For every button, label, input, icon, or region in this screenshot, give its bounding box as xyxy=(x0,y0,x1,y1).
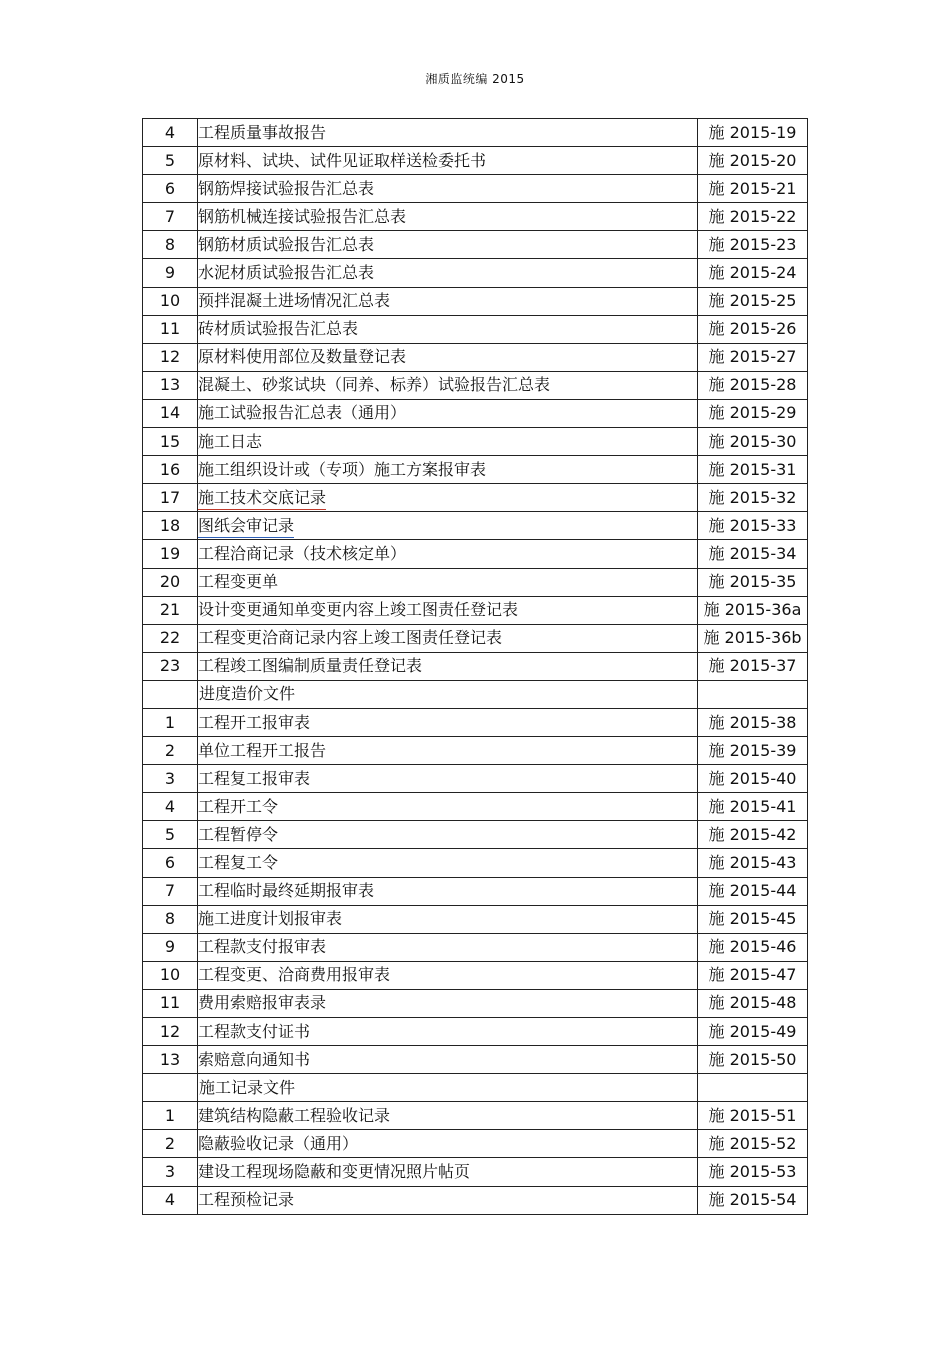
document-name: 索赔意向通知书 xyxy=(198,1046,698,1074)
document-name: 工程款支付证书 xyxy=(198,1018,698,1046)
document-name: 水泥材质试验报告汇总表 xyxy=(198,259,698,287)
row-number: 8 xyxy=(143,231,198,259)
document-name-text: 图纸会审记录 xyxy=(198,516,294,538)
row-number: 20 xyxy=(143,568,198,596)
form-code: 施 2015-23 xyxy=(698,231,808,259)
form-code: 施 2015-41 xyxy=(698,793,808,821)
document-name: 施工试验报告汇总表（通用） xyxy=(198,399,698,427)
table-row xyxy=(143,343,808,371)
form-code: 施 2015-22 xyxy=(698,203,808,231)
form-code: 施 2015-27 xyxy=(698,343,808,371)
form-code: 施 2015-24 xyxy=(698,259,808,287)
document-name: 钢筋焊接试验报告汇总表 xyxy=(198,175,698,203)
table-row xyxy=(143,624,808,652)
table-row xyxy=(143,652,808,680)
row-number: 9 xyxy=(143,933,198,961)
row-number: 12 xyxy=(143,343,198,371)
row-number: 4 xyxy=(143,119,198,147)
row-number xyxy=(143,1074,198,1102)
row-number: 9 xyxy=(143,259,198,287)
table-row xyxy=(143,1158,808,1186)
form-code: 施 2015-38 xyxy=(698,708,808,736)
table-row xyxy=(143,708,808,736)
row-number: 13 xyxy=(143,1046,198,1074)
table-row xyxy=(143,793,808,821)
form-code: 施 2015-51 xyxy=(698,1102,808,1130)
form-code: 施 2015-31 xyxy=(698,456,808,484)
table-row xyxy=(143,568,808,596)
row-number: 23 xyxy=(143,652,198,680)
document-name: 工程暂停令 xyxy=(198,821,698,849)
document-name: 隐蔽验收记录（通用） xyxy=(198,1130,698,1158)
table-row xyxy=(143,428,808,456)
row-number: 12 xyxy=(143,1018,198,1046)
table-row xyxy=(143,512,808,540)
form-code: 施 2015-29 xyxy=(698,399,808,427)
row-number: 19 xyxy=(143,540,198,568)
row-number: 21 xyxy=(143,596,198,624)
document-name: 工程临时最终延期报审表 xyxy=(198,877,698,905)
document-name: 建设工程现场隐蔽和变更情况照片帖页 xyxy=(198,1158,698,1186)
row-number: 14 xyxy=(143,399,198,427)
table-row xyxy=(143,933,808,961)
table-row xyxy=(143,371,808,399)
document-name: 原材料、试块、试件见证取样送检委托书 xyxy=(198,147,698,175)
document-name: 工程变更单 xyxy=(198,568,698,596)
document-name: 工程开工报审表 xyxy=(198,708,698,736)
form-code: 施 2015-52 xyxy=(698,1130,808,1158)
table-row xyxy=(143,147,808,175)
row-number: 7 xyxy=(143,203,198,231)
table-row xyxy=(143,203,808,231)
document-name: 原材料使用部位及数量登记表 xyxy=(198,343,698,371)
section-title: 施工记录文件 xyxy=(198,1074,698,1102)
form-code: 施 2015-35 xyxy=(698,568,808,596)
table-row xyxy=(143,1102,808,1130)
table-row xyxy=(143,989,808,1017)
table-row xyxy=(143,1018,808,1046)
document-name xyxy=(198,484,698,512)
form-code: 施 2015-43 xyxy=(698,849,808,877)
table-row xyxy=(143,175,808,203)
form-code: 施 2015-44 xyxy=(698,877,808,905)
row-number: 7 xyxy=(143,877,198,905)
row-number: 6 xyxy=(143,849,198,877)
table-row xyxy=(143,821,808,849)
document-name: 设计变更通知单变更内容上竣工图责任登记表 xyxy=(198,596,698,624)
row-number: 13 xyxy=(143,371,198,399)
table-row xyxy=(143,905,808,933)
document-name: 工程预检记录 xyxy=(198,1186,698,1214)
document-name: 混凝土、砂浆试块（同养、标养）试验报告汇总表 xyxy=(198,371,698,399)
row-number: 4 xyxy=(143,793,198,821)
form-code: 施 2015-25 xyxy=(698,287,808,315)
row-number: 18 xyxy=(143,512,198,540)
form-code xyxy=(698,680,808,708)
row-number: 10 xyxy=(143,961,198,989)
form-code: 施 2015-21 xyxy=(698,175,808,203)
table-body xyxy=(143,119,808,1215)
row-number: 3 xyxy=(143,765,198,793)
document-name: 工程开工令 xyxy=(198,793,698,821)
section-title: 进度造价文件 xyxy=(198,680,698,708)
table-row xyxy=(143,961,808,989)
document-name: 钢筋机械连接试验报告汇总表 xyxy=(198,203,698,231)
table-row xyxy=(143,540,808,568)
document-name: 预拌混凝土进场情况汇总表 xyxy=(198,287,698,315)
table-row xyxy=(143,596,808,624)
document-name: 钢筋材质试验报告汇总表 xyxy=(198,231,698,259)
document-name: 费用索赔报审表录 xyxy=(198,989,698,1017)
form-code: 施 2015-30 xyxy=(698,428,808,456)
form-code: 施 2015-28 xyxy=(698,371,808,399)
row-number: 1 xyxy=(143,1102,198,1130)
section-header-row xyxy=(143,680,808,708)
row-number: 4 xyxy=(143,1186,198,1214)
row-number: 2 xyxy=(143,737,198,765)
form-code: 施 2015-36a xyxy=(698,596,808,624)
row-number: 5 xyxy=(143,821,198,849)
document-table xyxy=(142,118,808,1215)
document-name xyxy=(198,512,698,540)
row-number: 2 xyxy=(143,1130,198,1158)
table-row xyxy=(143,484,808,512)
table-row xyxy=(143,456,808,484)
table-row xyxy=(143,1130,808,1158)
form-code: 施 2015-54 xyxy=(698,1186,808,1214)
document-name: 工程变更洽商记录内容上竣工图责任登记表 xyxy=(198,624,698,652)
form-code: 施 2015-19 xyxy=(698,119,808,147)
document-name: 工程质量事故报告 xyxy=(198,119,698,147)
document-name: 砖材质试验报告汇总表 xyxy=(198,315,698,343)
form-code: 施 2015-48 xyxy=(698,989,808,1017)
table-row xyxy=(143,765,808,793)
document-name: 施工进度计划报审表 xyxy=(198,905,698,933)
row-number: 15 xyxy=(143,428,198,456)
table-row xyxy=(143,1186,808,1214)
document-name: 工程款支付报审表 xyxy=(198,933,698,961)
table-row xyxy=(143,119,808,147)
form-code: 施 2015-53 xyxy=(698,1158,808,1186)
form-code: 施 2015-32 xyxy=(698,484,808,512)
table-row xyxy=(143,399,808,427)
form-code: 施 2015-37 xyxy=(698,652,808,680)
document-name: 工程洽商记录（技术核定单） xyxy=(198,540,698,568)
row-number: 10 xyxy=(143,287,198,315)
document-name: 工程变更、洽商费用报审表 xyxy=(198,961,698,989)
row-number: 17 xyxy=(143,484,198,512)
row-number: 3 xyxy=(143,1158,198,1186)
table-row xyxy=(143,315,808,343)
row-number: 6 xyxy=(143,175,198,203)
table-row xyxy=(143,849,808,877)
row-number: 16 xyxy=(143,456,198,484)
document-name: 施工组织设计或（专项）施工方案报审表 xyxy=(198,456,698,484)
row-number: 1 xyxy=(143,708,198,736)
table-row xyxy=(143,259,808,287)
form-code: 施 2015-45 xyxy=(698,905,808,933)
form-code: 施 2015-50 xyxy=(698,1046,808,1074)
table-row xyxy=(143,1046,808,1074)
form-code: 施 2015-47 xyxy=(698,961,808,989)
document-name: 工程复工令 xyxy=(198,849,698,877)
form-code: 施 2015-39 xyxy=(698,737,808,765)
section-header-row xyxy=(143,1074,808,1102)
page-header: 湘质监统编 2015 xyxy=(425,72,525,86)
table-row xyxy=(143,287,808,315)
row-number: 11 xyxy=(143,315,198,343)
form-code: 施 2015-49 xyxy=(698,1018,808,1046)
form-code: 施 2015-36b xyxy=(698,624,808,652)
document-name: 施工日志 xyxy=(198,428,698,456)
row-number: 5 xyxy=(143,147,198,175)
form-code: 施 2015-42 xyxy=(698,821,808,849)
table-row xyxy=(143,737,808,765)
form-code: 施 2015-33 xyxy=(698,512,808,540)
row-number: 8 xyxy=(143,905,198,933)
form-code xyxy=(698,1074,808,1102)
document-name: 单位工程开工报告 xyxy=(198,737,698,765)
row-number: 11 xyxy=(143,989,198,1017)
form-code: 施 2015-26 xyxy=(698,315,808,343)
table-row xyxy=(143,877,808,905)
row-number xyxy=(143,680,198,708)
document-name: 建筑结构隐蔽工程验收记录 xyxy=(198,1102,698,1130)
form-code: 施 2015-40 xyxy=(698,765,808,793)
form-code: 施 2015-20 xyxy=(698,147,808,175)
document-name-text: 施工技术交底记录 xyxy=(198,488,326,510)
document-name: 工程竣工图编制质量责任登记表 xyxy=(198,652,698,680)
table-row xyxy=(143,231,808,259)
row-number: 22 xyxy=(143,624,198,652)
form-code: 施 2015-34 xyxy=(698,540,808,568)
document-name: 工程复工报审表 xyxy=(198,765,698,793)
form-code: 施 2015-46 xyxy=(698,933,808,961)
